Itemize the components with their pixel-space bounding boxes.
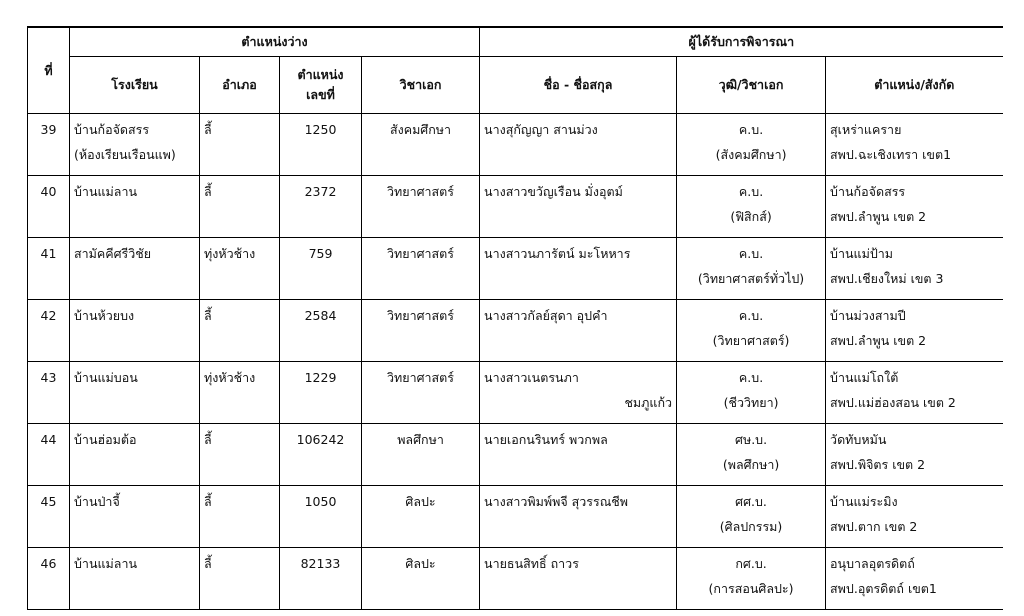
current-position-cell	[826, 176, 1003, 238]
candidate-name: นางสาวนภารัตน์ มะโหหาร	[484, 246, 631, 261]
qualification-cell	[677, 238, 826, 300]
row-number: 46	[28, 548, 70, 610]
current-office: สพป.ฉะเชิงเทรา เขต1	[830, 147, 952, 162]
header-qualification: วุฒิ/วิชาเอก	[677, 57, 826, 114]
degree: กศ.บ.	[735, 556, 767, 571]
qualification-cell	[677, 300, 826, 362]
current-office: สพป.ลำพูน เขต 2	[830, 333, 927, 348]
candidate-name: นางสาวกัลย์สุดา อุปคำ	[484, 308, 608, 323]
degree: ค.บ.	[738, 370, 764, 385]
school-cell	[70, 300, 200, 362]
candidate-name: นางสาวเนตรนภา	[484, 370, 579, 385]
current-office: สพป.ลำพูน เขต 2	[830, 209, 927, 224]
district-cell: ลี้	[200, 300, 280, 362]
current-school: สุเหร่าแคราย	[830, 122, 902, 137]
degree: ค.บ.	[738, 308, 764, 323]
qualification-cell	[677, 362, 826, 424]
major-cell: ศิลปะ	[362, 548, 480, 610]
table-row	[28, 114, 1003, 176]
name-cell	[480, 548, 677, 610]
row-number: 42	[28, 300, 70, 362]
qualification-cell	[677, 114, 826, 176]
school-cell	[70, 362, 200, 424]
degree: ศษ.บ.	[735, 432, 768, 447]
position-number-cell: 2584	[280, 300, 362, 362]
school-cell	[70, 486, 200, 548]
position-number-cell: 1050	[280, 486, 362, 548]
school-name: สามัคคีศรีวิชัย	[74, 246, 152, 261]
major-cell: วิทยาศาสตร์	[362, 300, 480, 362]
candidate-name: นางสาวขวัญเรือน มั่งอุตม์	[484, 184, 623, 199]
school-cell	[70, 424, 200, 486]
current-school: บ้านแม่ป้าม	[830, 246, 894, 261]
degree-major: (วิทยาศาสตร์ทั่วไป)	[697, 271, 805, 286]
name-cell	[480, 300, 677, 362]
row-number: 43	[28, 362, 70, 424]
current-position-cell	[826, 424, 1003, 486]
header-position-no-line1: ตำแหน่ง	[297, 67, 344, 82]
row-number: 39	[28, 114, 70, 176]
district-cell: ลี้	[200, 548, 280, 610]
district-cell: ทุ่งหัวช้าง	[200, 362, 280, 424]
row-number: 44	[28, 424, 70, 486]
header-name: ชื่อ - ชื่อสกุล	[480, 57, 677, 114]
position-number-cell: 106242	[280, 424, 362, 486]
table-row	[28, 176, 1003, 238]
table-row	[28, 238, 1003, 300]
school-cell	[70, 176, 200, 238]
current-school: อนุบาลอุตรดิตถ์	[830, 556, 915, 571]
row-number: 40	[28, 176, 70, 238]
appointment-table	[27, 26, 1003, 610]
school-name: บ้านห้วยบง	[74, 308, 135, 323]
current-school: บ้านม่วงสามปี	[830, 308, 906, 323]
current-position-cell	[826, 362, 1003, 424]
position-number-cell: 1229	[280, 362, 362, 424]
major-cell: วิทยาศาสตร์	[362, 238, 480, 300]
major-cell: ศิลปะ	[362, 486, 480, 548]
degree-major: (วิทยาศาสตร์)	[712, 333, 790, 348]
degree-major: (ชีววิทยา)	[723, 395, 779, 410]
header-school: โรงเรียน	[70, 57, 200, 114]
name-cell	[480, 362, 677, 424]
candidate-name: นางสุกัญญา สานม่วง	[484, 122, 598, 137]
school-name: บ้านฮ่อมต้อ	[74, 432, 137, 447]
school-cell	[70, 238, 200, 300]
position-number-cell: 82133	[280, 548, 362, 610]
school-note: (ห้องเรียนเรือนแพ)	[74, 147, 176, 162]
table-row	[28, 424, 1003, 486]
candidate-name: นายธนสิทธิ์ ถาวร	[484, 556, 579, 571]
qualification-cell	[677, 424, 826, 486]
current-school: บ้านแม่ระมิง	[830, 494, 898, 509]
major-cell: พลศึกษา	[362, 424, 480, 486]
major-cell: วิทยาศาสตร์	[362, 362, 480, 424]
district-cell: ทุ่งหัวช้าง	[200, 238, 280, 300]
candidate-name: นางสาวพิมพ์พจี สุวรรณชีพ	[484, 494, 629, 509]
degree: ค.บ.	[738, 184, 764, 199]
degree-major: (พลศึกษา)	[722, 457, 780, 472]
degree: ค.บ.	[738, 246, 764, 261]
header-position-no	[280, 57, 362, 114]
major-cell: วิทยาศาสตร์	[362, 176, 480, 238]
header-no: ที่	[28, 27, 70, 114]
school-name: บ้านแม่บอน	[74, 370, 138, 385]
table-row	[28, 362, 1003, 424]
current-office: สพป.อุตรดิตถ์ เขต1	[830, 581, 937, 596]
current-position-cell	[826, 114, 1003, 176]
name-cell	[480, 486, 677, 548]
header-candidate-group: ผู้ได้รับการพิจารณา	[480, 27, 1003, 57]
candidate-name: นายเอกนรินทร์ พวกพล	[484, 432, 608, 447]
table-row	[28, 486, 1003, 548]
current-office: สพป.เชียงใหม่ เขต 3	[830, 271, 944, 286]
table-row	[28, 300, 1003, 362]
qualification-cell	[677, 548, 826, 610]
position-number-cell: 2372	[280, 176, 362, 238]
district-cell: ลี้	[200, 114, 280, 176]
header-current-position: ตำแหน่ง/สังกัด	[826, 57, 1003, 114]
degree: ศศ.บ.	[735, 494, 767, 509]
school-name: บ้านแม่ลาน	[74, 556, 138, 571]
school-name: บ้านแม่ลาน	[74, 184, 138, 199]
current-position-cell	[826, 548, 1003, 610]
qualification-cell	[677, 486, 826, 548]
header-major: วิชาเอก	[362, 57, 480, 114]
candidate-surname-wrap: ชมภูแก้ว	[624, 395, 673, 410]
header-position-no-line2: เลขที่	[306, 87, 335, 102]
current-office: สพป.พิจิตร เขต 2	[830, 457, 926, 472]
school-cell	[70, 114, 200, 176]
district-cell: ลี้	[200, 424, 280, 486]
current-office: สพป.ตาก เขต 2	[830, 519, 918, 534]
table-row	[28, 548, 1003, 610]
current-school: บ้านแม่โถใต้	[830, 370, 899, 385]
current-school: บ้านก้อจัดสรร	[830, 184, 906, 199]
position-number-cell: 759	[280, 238, 362, 300]
name-cell	[480, 424, 677, 486]
row-number: 41	[28, 238, 70, 300]
school-cell	[70, 548, 200, 610]
header-district: อำเภอ	[200, 57, 280, 114]
school-name: บ้านป่าจี้	[74, 494, 120, 509]
current-position-cell	[826, 238, 1003, 300]
name-cell	[480, 238, 677, 300]
degree-major: (ฟิสิกส์)	[730, 209, 772, 224]
name-cell	[480, 176, 677, 238]
major-cell: สังคมศึกษา	[362, 114, 480, 176]
qualification-cell	[677, 176, 826, 238]
degree-major: (ศิลปกรรม)	[719, 519, 783, 534]
row-number: 45	[28, 486, 70, 548]
header-vacancy-group: ตำแหน่งว่าง	[70, 27, 480, 57]
current-school: วัดทับหมัน	[830, 432, 887, 447]
district-cell: ลี้	[200, 486, 280, 548]
degree: ค.บ.	[738, 122, 764, 137]
current-position-cell	[826, 300, 1003, 362]
district-cell: ลี้	[200, 176, 280, 238]
degree-major: (สังคมศึกษา)	[715, 147, 787, 162]
school-name: บ้านก้อจัดสรร	[74, 122, 150, 137]
degree-major: (การสอนศิลปะ)	[708, 581, 794, 596]
position-number-cell: 1250	[280, 114, 362, 176]
current-position-cell	[826, 486, 1003, 548]
current-office: สพป.แม่ฮ่องสอน เขต 2	[830, 395, 956, 410]
name-cell	[480, 114, 677, 176]
